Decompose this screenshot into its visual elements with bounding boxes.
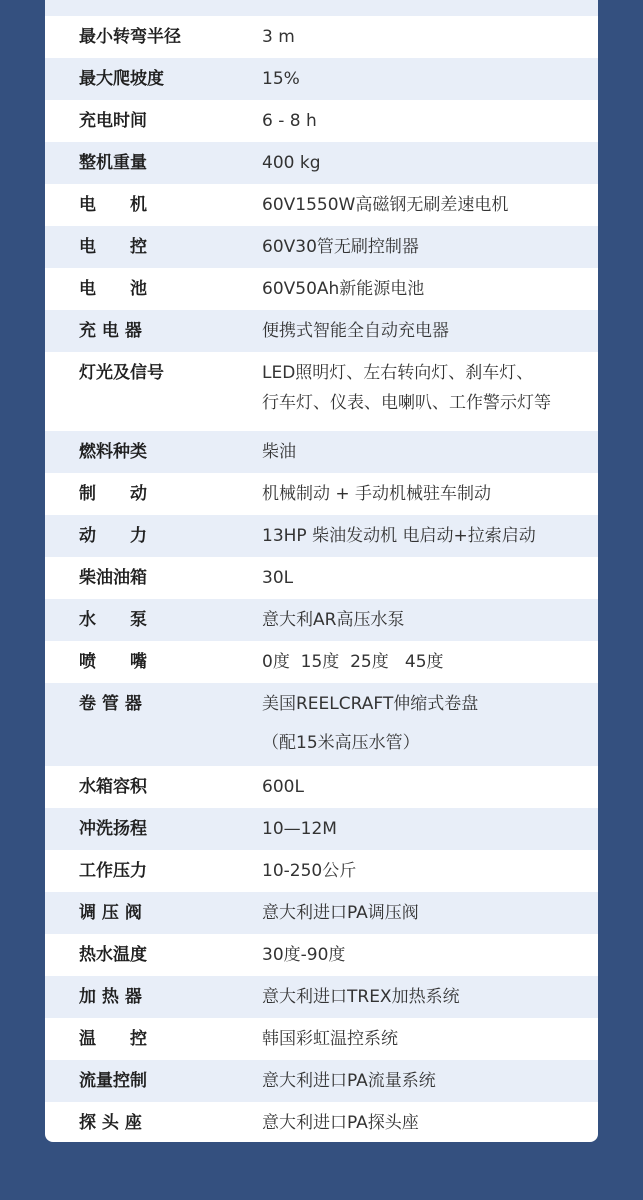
spec-label: 充 电 器 bbox=[79, 321, 142, 341]
spec-row bbox=[45, 1102, 598, 1142]
spec-value: 意大利进口TREX加热系统 bbox=[262, 987, 460, 1007]
spec-row bbox=[45, 808, 598, 850]
spec-row bbox=[45, 310, 598, 352]
spec-row bbox=[45, 934, 598, 976]
spec-row bbox=[45, 100, 598, 142]
spec-value: 15% bbox=[262, 69, 300, 89]
spec-label: 电 控 bbox=[79, 237, 147, 257]
spec-row bbox=[45, 850, 598, 892]
spec-value: 30L bbox=[262, 568, 294, 588]
spec-row bbox=[45, 641, 598, 683]
spec-row bbox=[45, 599, 598, 641]
spec-label: 卷 管 器 bbox=[79, 694, 142, 714]
spec-label: 喷 嘴 bbox=[79, 652, 147, 672]
spec-label: 冲洗扬程 bbox=[79, 819, 147, 839]
spec-value: 意大利进口PA调压阀 bbox=[262, 903, 419, 923]
spec-row bbox=[45, 0, 598, 16]
spec-row bbox=[45, 473, 598, 515]
spec-row bbox=[45, 1018, 598, 1060]
spec-value: 30度-90度 bbox=[262, 945, 346, 965]
spec-value: 10-250公斤 bbox=[262, 861, 357, 881]
spec-row bbox=[45, 268, 598, 310]
spec-label: 整机重量 bbox=[79, 153, 147, 173]
spec-label: 加 热 器 bbox=[79, 987, 142, 1007]
spec-value: 60V1550W高磁钢无刷差速电机 bbox=[262, 195, 509, 215]
spec-value: 柴油 bbox=[262, 442, 296, 462]
spec-value: 意大利AR高压水泵 bbox=[262, 610, 405, 630]
spec-label: 水 泵 bbox=[79, 610, 147, 630]
spec-table bbox=[45, 0, 598, 1142]
spec-row bbox=[45, 184, 598, 226]
spec-value: 机械制动 + 手动机械驻车制动 bbox=[262, 484, 492, 504]
spec-row bbox=[45, 58, 598, 100]
spec-label: 最小转弯半径 bbox=[79, 27, 181, 47]
spec-row bbox=[45, 976, 598, 1018]
spec-value bbox=[262, 352, 551, 420]
spec-label: 动 力 bbox=[79, 526, 147, 546]
spec-row bbox=[45, 892, 598, 934]
spec-value-line: 行车灯、仪表、电喇叭、工作警示灯等 bbox=[262, 393, 551, 413]
spec-label: 柴油油箱 bbox=[79, 568, 147, 588]
spec-row bbox=[45, 431, 598, 473]
spec-value-line: 美国REELCRAFT伸缩式卷盘 bbox=[262, 694, 479, 714]
spec-label: 调 压 阀 bbox=[79, 903, 142, 923]
spec-row bbox=[45, 515, 598, 557]
spec-label: 温 控 bbox=[79, 1029, 147, 1049]
spec-row bbox=[45, 1060, 598, 1102]
spec-row bbox=[45, 16, 598, 58]
spec-value: 意大利进口PA流量系统 bbox=[262, 1071, 436, 1091]
spec-label: 充电时间 bbox=[79, 111, 147, 131]
spec-label: 水箱容积 bbox=[79, 777, 147, 797]
spec-row bbox=[45, 352, 598, 431]
spec-row bbox=[45, 142, 598, 184]
spec-value: 10—12M bbox=[262, 819, 337, 839]
spec-label: 探 头 座 bbox=[79, 1113, 142, 1133]
spec-label: 制 动 bbox=[79, 484, 147, 504]
spec-value: 6 - 8 h bbox=[262, 111, 317, 131]
spec-value: 60V30管无刷控制器 bbox=[262, 237, 419, 257]
spec-value: 3 m bbox=[262, 27, 295, 47]
spec-row bbox=[45, 557, 598, 599]
spec-value bbox=[262, 683, 478, 763]
spec-value-line: （配15米高压水管） bbox=[262, 733, 420, 753]
spec-value: 13HP 柴油发动机 电启动+拉索启动 bbox=[262, 526, 536, 546]
spec-value: 60V50Ah新能源电池 bbox=[262, 279, 425, 299]
spec-value: 600L bbox=[262, 777, 304, 797]
spec-row bbox=[45, 766, 598, 808]
spec-label: 最大爬坡度 bbox=[79, 69, 164, 89]
spec-label: 电 池 bbox=[79, 279, 147, 299]
spec-value-line: LED照明灯、左右转向灯、刹车灯、 bbox=[262, 363, 534, 383]
spec-label: 电 机 bbox=[79, 195, 147, 215]
spec-row bbox=[45, 683, 598, 766]
spec-value: 意大利进口PA探头座 bbox=[262, 1113, 419, 1133]
spec-label: 流量控制 bbox=[79, 1071, 147, 1091]
spec-label: 燃料种类 bbox=[79, 442, 147, 462]
spec-value: 便携式智能全自动充电器 bbox=[262, 321, 449, 341]
spec-row bbox=[45, 226, 598, 268]
spec-value: 0度 15度 25度 45度 bbox=[262, 652, 444, 672]
spec-value: 韩国彩虹温控系统 bbox=[262, 1029, 398, 1049]
spec-value: 400 kg bbox=[262, 153, 321, 173]
spec-label: 工作压力 bbox=[79, 861, 147, 881]
spec-card bbox=[45, 0, 598, 1142]
spec-label: 灯光及信号 bbox=[79, 363, 164, 383]
spec-label: 热水温度 bbox=[79, 945, 147, 965]
